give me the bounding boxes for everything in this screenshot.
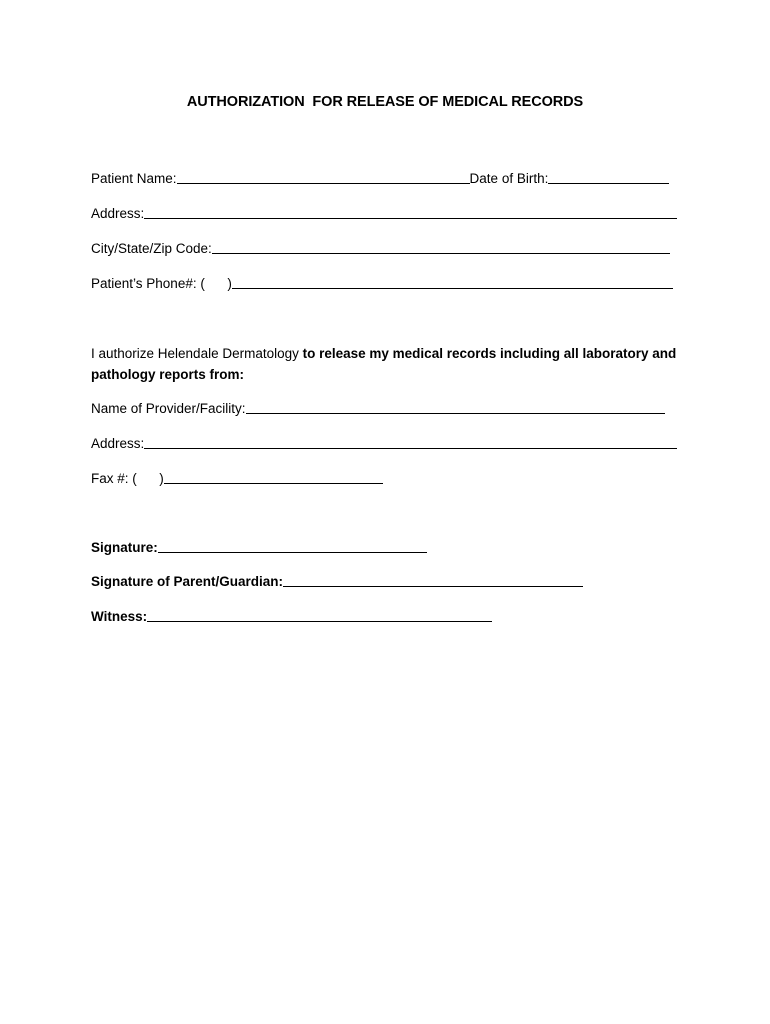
authorization-bold-line1: to release my medical records including all laboratory and <box>302 346 677 361</box>
witness-row <box>91 609 492 624</box>
provider-address-label: Address: <box>91 436 145 451</box>
patient-name-label: Patient Name: <box>91 171 177 186</box>
provider-field[interactable] <box>246 401 665 414</box>
city-state-zip-field[interactable] <box>212 241 670 254</box>
city-state-zip-row <box>91 241 670 256</box>
city-state-zip-label: City/State/Zip Code: <box>91 241 212 256</box>
signature-field[interactable] <box>158 540 427 553</box>
form-title: AUTHORIZATION FOR RELEASE OF MEDICAL RECORDS <box>186 94 584 110</box>
authorization-statement <box>91 343 691 385</box>
guardian-signature-field[interactable] <box>283 574 583 587</box>
dob-label: Date of Birth: <box>469 171 549 186</box>
patient-address-row <box>91 206 677 221</box>
guardian-signature-label: Signature of Parent/Guardian: <box>91 574 284 589</box>
fax-field[interactable] <box>164 471 383 484</box>
patient-name-row <box>91 171 669 186</box>
authorization-bold-line2: pathology reports from: <box>91 367 245 382</box>
patient-phone-row <box>91 276 673 291</box>
patient-phone-label: Patient’s Phone#: ( ) <box>91 276 232 291</box>
patient-address-label: Address: <box>91 206 145 221</box>
fax-row <box>91 471 383 486</box>
provider-address-row <box>91 436 677 451</box>
fax-label: Fax #: ( ) <box>91 471 164 486</box>
authorization-intro: I authorize Helendale Dermatology <box>91 346 303 361</box>
signature-row <box>91 540 427 555</box>
patient-name-field[interactable] <box>177 171 470 184</box>
guardian-signature-row <box>91 574 583 589</box>
witness-label: Witness: <box>91 609 148 624</box>
witness-field[interactable] <box>147 609 492 622</box>
provider-label: Name of Provider/Facility: <box>91 401 246 416</box>
patient-address-field[interactable] <box>144 206 677 219</box>
signature-label: Signature: <box>91 540 158 555</box>
provider-row <box>91 401 665 416</box>
provider-address-field[interactable] <box>144 436 677 449</box>
dob-field[interactable] <box>548 171 669 184</box>
patient-phone-field[interactable] <box>232 276 673 289</box>
